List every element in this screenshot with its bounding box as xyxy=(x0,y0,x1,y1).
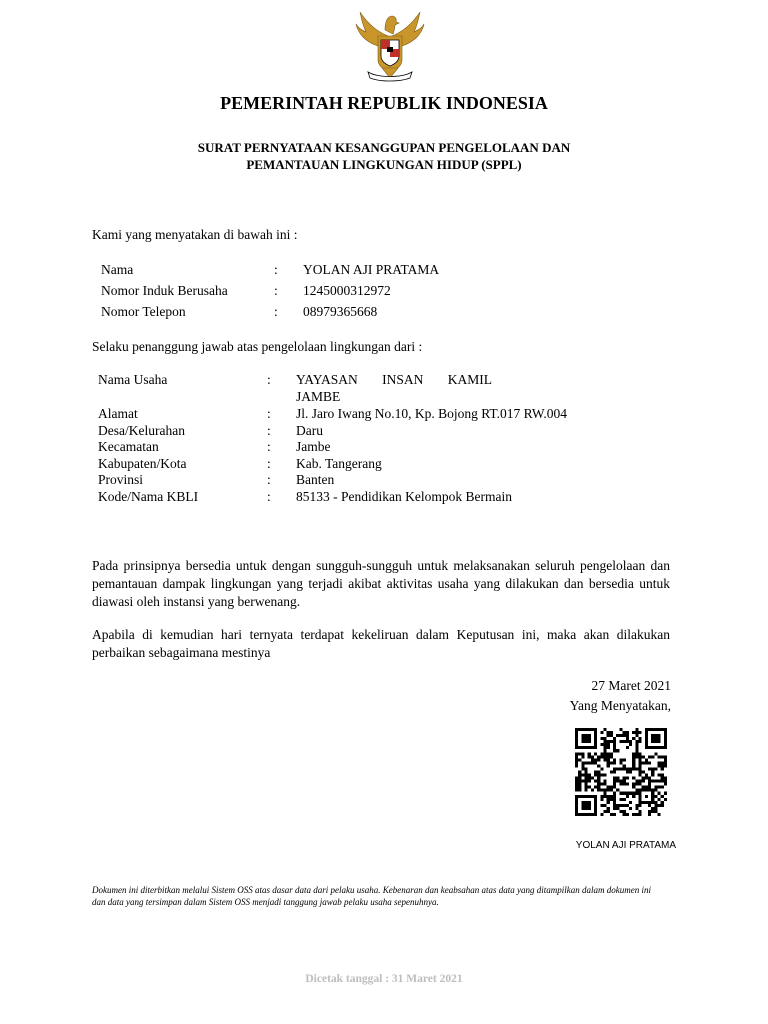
signer-name: YOLAN AJI PRATAMA xyxy=(575,840,676,851)
colon: : xyxy=(267,406,271,421)
label-kecamatan: Kecamatan xyxy=(98,439,159,454)
label-provinsi: Provinsi xyxy=(98,472,144,487)
label-nib: Nomor Induk Berusaha xyxy=(101,283,228,298)
label-kabupaten: Kabupaten/Kota xyxy=(98,456,187,471)
colon: : xyxy=(274,283,278,298)
value-telepon: 08979365668 xyxy=(303,304,378,319)
label-alamat: Alamat xyxy=(98,406,138,421)
value-desa: Daru xyxy=(296,423,323,438)
intro-text: Kami yang menyatakan di bawah ini : xyxy=(92,227,298,242)
printed-date: Dicetak tanggal : 31 Maret 2021 xyxy=(305,973,463,985)
label-telepon: Nomor Telepon xyxy=(101,304,186,319)
colon: : xyxy=(267,423,271,438)
colon: : xyxy=(267,472,271,487)
signature-date: 27 Maret 2021 xyxy=(591,678,671,693)
colon: : xyxy=(267,439,271,454)
garuda-emblem-icon xyxy=(352,6,428,84)
value-nib: 1245000312972 xyxy=(303,283,391,298)
label-nama: Nama xyxy=(101,262,134,277)
document-title-line: PEMANTAUAN LINGKUNGAN HIDUP (SPPL) xyxy=(246,157,522,172)
value-alamat: Jl. Jaro Iwang No.10, Kp. Bojong RT.017 RW.004 xyxy=(296,406,568,421)
qr-code-icon xyxy=(575,728,667,816)
disclaimer-text: Dokumen ini diterbitkan melalui Sistem OSS atas dasar data dari pelaku usaha. Kebenaran dan keabsahan atas data yang ditampilkan dalam dokumen ini dan data yang tersimpan dalam Sistem OSS menjadi tanggung jawab pelaku usaha sepenuhnya. xyxy=(92,885,651,907)
value-nama-usaha-line2: JAMBE xyxy=(296,389,341,404)
value-provinsi: Banten xyxy=(296,472,335,487)
value-kecamatan: Jambe xyxy=(296,439,331,454)
statement-paragraph: Pada prinsipnya bersedia untuk dengan sungguh-sungguh untuk melaksanakan seluruh pengelolaan dan pemantauan dampak lingkungan yang terjadi akibat aktivitas usaha yang dilakukan dan bersedia untuk diawasi oleh instansi yang berwenang. xyxy=(92,558,670,609)
correction-paragraph: Apabila di kemudian hari ternyata terdapat kekeliruan dalam Keputusan ini, maka akan dilakukan perbaikan sebagaimana mestinya xyxy=(92,627,670,660)
document-title xyxy=(0,139,768,173)
value-nama-usaha: YAYASAN INSAN KAMIL xyxy=(296,372,492,387)
value-kbli: 85133 - Pendidikan Kelompok Bermain xyxy=(296,489,512,504)
colon: : xyxy=(267,372,271,387)
colon: : xyxy=(267,456,271,471)
document-title-line: SURAT PERNYATAAN KESANGGUPAN PENGELOLAAN DAN xyxy=(197,140,571,155)
value-nama: YOLAN AJI PRATAMA xyxy=(303,262,440,277)
signature-closing: Yang Menyatakan, xyxy=(569,698,671,713)
colon: : xyxy=(274,262,278,277)
government-title: PEMERINTAH REPUBLIK INDONESIA xyxy=(220,93,548,113)
colon: : xyxy=(267,489,271,504)
value-kabupaten: Kab. Tangerang xyxy=(296,456,382,471)
label-nama-usaha: Nama Usaha xyxy=(98,372,168,387)
colon: : xyxy=(274,304,278,319)
label-kbli: Kode/Nama KBLI xyxy=(98,489,199,504)
label-desa: Desa/Kelurahan xyxy=(98,423,185,438)
responsible-intro: Selaku penanggung jawab atas pengelolaan lingkungan dari : xyxy=(92,339,423,354)
